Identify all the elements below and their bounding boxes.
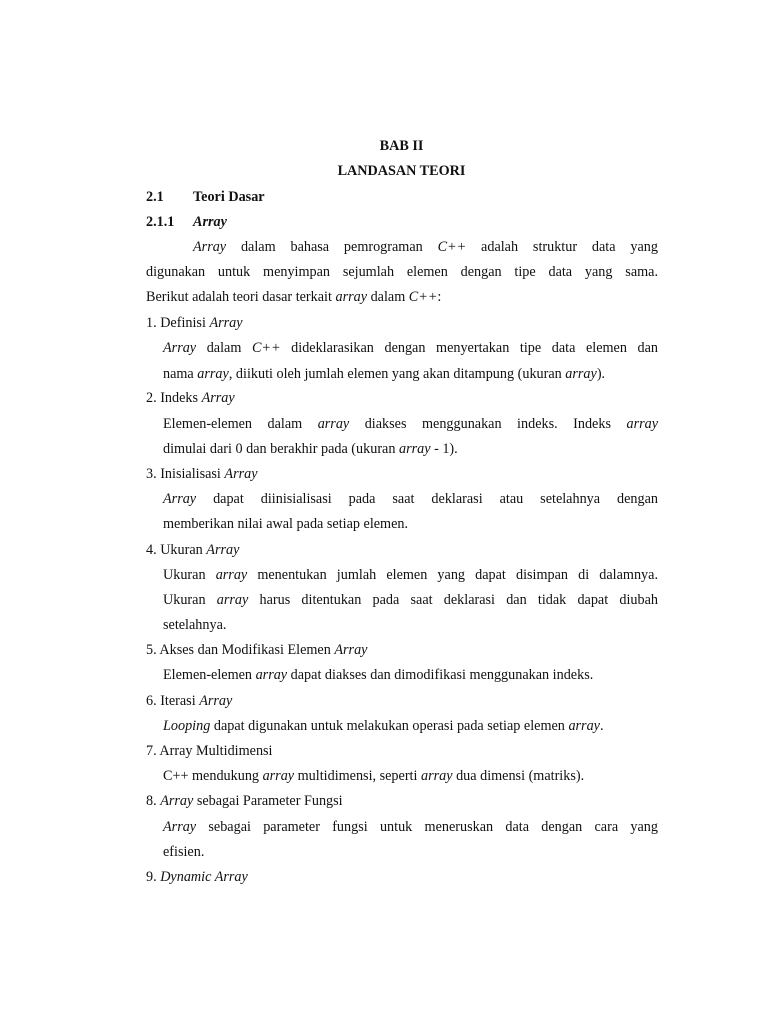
- list-item-title: 9. Dynamic Array: [146, 869, 248, 885]
- list-item-text: Array dalam C++ dideklarasikan dengan menyertakan tipe data elemen dan: [163, 340, 658, 356]
- list-item-title: 2. Indeks Array: [146, 390, 235, 406]
- list-item-text: efisien.: [163, 844, 205, 860]
- intro-line-1: Array dalam bahasa pemrograman C++ adalah struktur data yang: [193, 239, 658, 255]
- list-item-text: Array sebagai parameter fungsi untuk meneruskan data dengan cara yang: [163, 819, 658, 835]
- list-item-title: 7. Array Multidimensi: [146, 743, 273, 759]
- intro-line-2: digunakan untuk menyimpan sejumlah elemen dengan tipe data yang sama.: [146, 264, 658, 280]
- list-item-text: nama array, diikuti oleh jumlah elemen yang akan ditampung (ukuran array).: [163, 366, 606, 382]
- list-item-text: Looping dapat digunakan untuk melakukan operasi pada setiap elemen array.: [163, 718, 604, 734]
- list-item-text: Array dapat diinisialisasi pada saat deklarasi atau setelahnya dengan: [163, 491, 658, 507]
- list-item-text: setelahnya.: [163, 617, 227, 633]
- subsection-title: Array: [193, 214, 227, 230]
- list-item-text: C++ mendukung array multidimensi, seperti array dua dimensi (matriks).: [163, 768, 585, 784]
- list-item-title: 6. Iterasi Array: [146, 693, 233, 709]
- list-item-title: 3. Inisialisasi Array: [146, 466, 258, 482]
- intro-line-3: Berikut adalah teori dasar terkait array dalam C++:: [146, 289, 442, 305]
- list-item-text: dimulai dari 0 dan berakhir pada (ukuran array - 1).: [163, 441, 458, 457]
- list-item-title: 8. Array sebagai Parameter Fungsi: [146, 793, 343, 809]
- section-title: Teori Dasar: [193, 189, 265, 205]
- list-item-title: 4. Ukuran Array: [146, 542, 240, 558]
- section-number: 2.1: [146, 189, 164, 205]
- chapter-label: BAB II: [379, 138, 424, 154]
- subsection-number: 2.1.1: [146, 214, 175, 230]
- list-item-text: Ukuran array menentukan jumlah elemen yang dapat disimpan di dalamnya.: [163, 567, 658, 583]
- list-item-title: 1. Definisi Array: [146, 315, 243, 331]
- list-item-text: Ukuran array harus ditentukan pada saat deklarasi dan tidak dapat diubah: [163, 592, 658, 608]
- list-item-text: memberikan nilai awal pada setiap elemen.: [163, 516, 409, 532]
- list-item-text: Elemen-elemen dalam array diakses menggunakan indeks. Indeks array: [163, 416, 658, 432]
- chapter-title: LANDASAN TEORI: [337, 163, 466, 179]
- list-item-text: Elemen-elemen array dapat diakses dan dimodifikasi menggunakan indeks.: [163, 667, 594, 683]
- list-item-title: 5. Akses dan Modifikasi Elemen Array: [146, 642, 368, 658]
